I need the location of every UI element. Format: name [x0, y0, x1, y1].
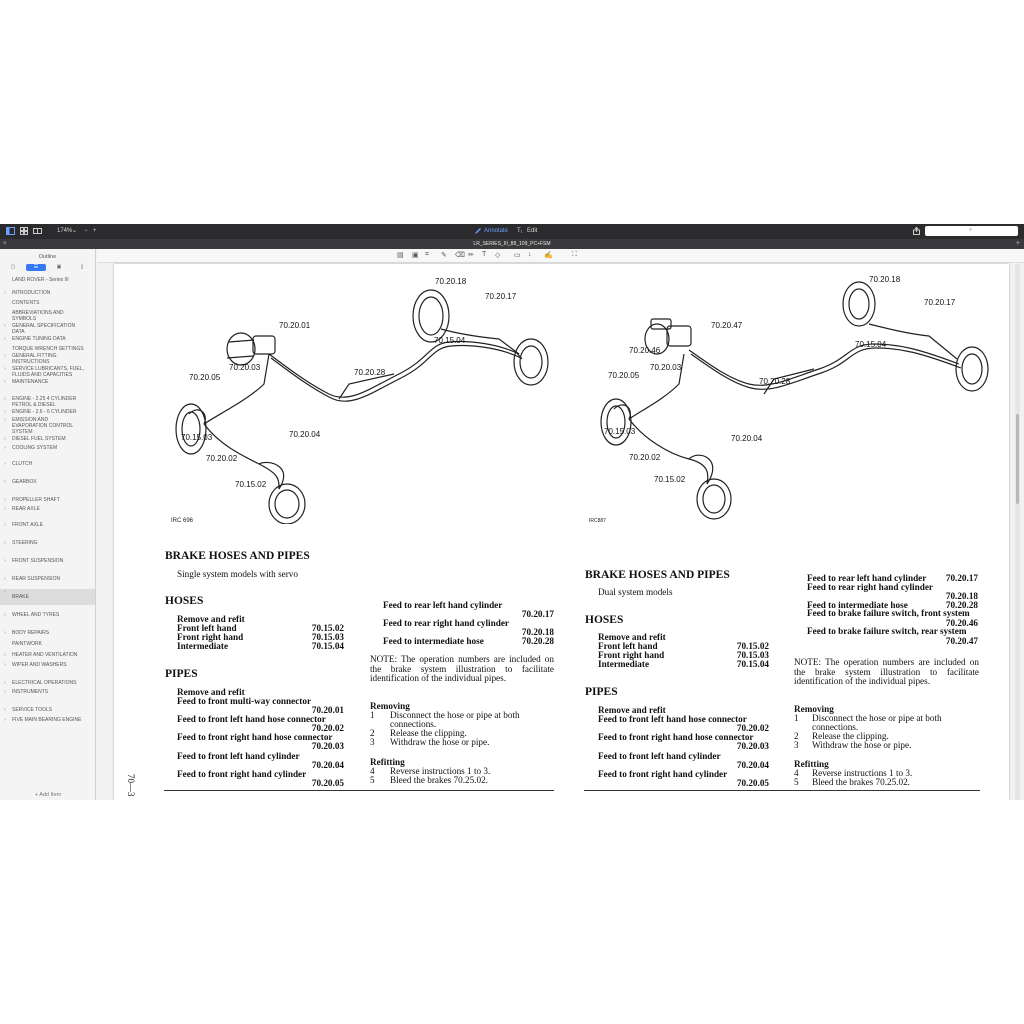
markup-toolbar — [97, 249, 1024, 263]
outline-item-rear-suspension[interactable]: › REAR SUSPENSION — [0, 576, 95, 582]
document-page — [114, 264, 1009, 800]
table-row-label: Feed to front left hand hose connector — [177, 714, 326, 724]
diagram-label: 70.20.04 — [289, 430, 321, 439]
outline-item-contents[interactable]: CONTENTS — [12, 300, 40, 306]
diagram-label: 70.20.01 — [279, 321, 311, 330]
outline-item-engine-tuning[interactable]: › ENGINE TUNING DATA — [0, 336, 95, 342]
left-hoses-remove-refit: Remove and refit — [177, 614, 245, 624]
feed-label: Feed to rear left hand cylinder — [383, 600, 503, 610]
step-text: Release the clipping. — [812, 731, 889, 741]
outline-item-instruments[interactable]: › INSTRUMENTS — [0, 689, 95, 695]
far-right-refitting-heading: Refitting — [794, 759, 829, 769]
page-format-icon[interactable]: ▤ — [397, 252, 404, 259]
outline-item-engine-26[interactable]: › ENGINE - 2.6 - 6 CYLINDER — [0, 409, 95, 415]
table-row-label: Feed to front right hand cylinder — [177, 769, 307, 779]
table-row-code: 70.20.05 — [311, 778, 344, 788]
feed-label: Feed to brake failure switch, rear system — [807, 626, 967, 636]
diagram-label: 70.15.02 — [235, 480, 267, 489]
sidebar-view-tabs — [0, 264, 95, 271]
feed-label: Feed to intermediate hose — [383, 636, 484, 646]
feed-code: 70.20.28 — [945, 600, 978, 610]
outline-item-maintenance[interactable]: › MAINTENANCE — [0, 379, 95, 385]
zoom-level[interactable]: 174% — [57, 228, 73, 234]
step-number: 2 — [370, 728, 375, 738]
scrollbar-thumb[interactable] — [1016, 414, 1019, 504]
outline-item-electrical[interactable]: › ELECTRICAL OPERATIONS — [0, 680, 95, 686]
outline-item-general-specification[interactable]: › GENERAL SPECIFICATION DATA — [0, 323, 84, 335]
diagram-label: 70.20.28 — [354, 368, 386, 377]
mid-removing-heading: Removing — [370, 701, 410, 711]
step-number: 4 — [370, 766, 375, 776]
diagram-label: 70.15.04 — [855, 340, 887, 349]
table-row-code: 70.20.02 — [311, 723, 344, 733]
left-pipes-remove-refit: Remove and refit — [177, 687, 245, 697]
outline-item-steering[interactable]: › STEERING — [0, 540, 95, 546]
table-row-code: 70.20.04 — [736, 760, 769, 770]
left-pipes-heading: PIPES — [165, 668, 198, 680]
outline-item-body-repairs[interactable]: › BODY REPAIRS — [0, 630, 95, 636]
diagram-label: 70.20.18 — [435, 277, 467, 286]
table-row-code: 70.20.05 — [736, 778, 769, 788]
diagram-label: 70.20.18 — [869, 275, 901, 284]
outline-item-general-fitting[interactable]: › GENERAL FITTING INSTRUCTIONS — [0, 353, 84, 365]
text-tool-icon[interactable]: T — [482, 251, 487, 258]
right-hoses-heading: HOSES — [585, 614, 624, 626]
step-number: 3 — [794, 740, 799, 750]
outline-item-diesel-fuel[interactable]: › DIESEL FUEL SYSTEM — [0, 436, 95, 442]
right-hoses-remove-refit: Remove and refit — [598, 632, 666, 642]
table-row-code: 70.20.03 — [736, 741, 769, 751]
outline-item-abbreviations[interactable]: ABBREVIATIONS AND SYMBOLS — [12, 310, 64, 322]
pen-icon[interactable]: ✏ — [468, 252, 474, 259]
table-row-label: Feed to front right hand cylinder — [598, 769, 728, 779]
far-right-removing-heading: Removing — [794, 704, 834, 714]
document-tab-bar — [0, 239, 1024, 249]
bookmarks-tab-icon[interactable]: ▣ — [56, 264, 62, 270]
diagram-label: 70.15.04 — [434, 336, 466, 345]
diagram-label: 70.20.17 — [924, 298, 956, 307]
step-number: 2 — [794, 731, 799, 741]
far-right-note: NOTE: The operation numbers are included on the brake system illustration to facilitate identification of the individual pipes. — [794, 657, 979, 687]
step-text: Withdraw the hose or pipe. — [812, 740, 912, 750]
table-row-label: Feed to front left hand cylinder — [598, 751, 721, 761]
zoom-out-button[interactable]: − — [84, 228, 88, 234]
shapes-icon[interactable]: ◇ — [495, 252, 501, 259]
table-row-label: Feed to front left hand cylinder — [177, 751, 300, 761]
page-number: 70—3 — [126, 774, 136, 797]
feed-label: Feed to rear right hand cylinder — [807, 582, 933, 592]
table-row-label: Intermediate — [177, 641, 229, 651]
new-tab-button[interactable]: + — [1015, 240, 1020, 247]
left-diagram-ref: IRC 696 — [171, 518, 194, 524]
outline-title: Outline — [38, 254, 57, 260]
feed-code: 70.20.18 — [521, 627, 554, 637]
left-hoses-heading: HOSES — [165, 595, 204, 607]
table-row-code: 70.15.02 — [736, 641, 769, 651]
step-number: 1 — [370, 710, 375, 720]
outline-item-gearbox[interactable]: › GEARBOX — [0, 479, 95, 485]
table-row-label: Front left hand — [598, 641, 658, 651]
step-number: 5 — [370, 775, 375, 785]
outline-item-service-lubricants[interactable]: › SERVICE LUBRICANTS, FUEL, FLUIDS AND CAPACITIES — [0, 366, 84, 378]
share-icon[interactable] — [913, 227, 920, 236]
outline-item-torque-wrench[interactable]: TORQUE WRENCH SETTINGS — [12, 346, 84, 352]
step-text: Reverse instructions 1 to 3. — [390, 766, 491, 776]
feed-code: 70.20.18 — [945, 591, 978, 601]
mid-note: NOTE: The operation numbers are included on the brake system illustration to facilitate identification of the individual pipes. — [370, 654, 554, 684]
table-row-code: 70.20.01 — [311, 705, 344, 715]
search-icon: ⌕ — [969, 227, 973, 233]
table-row-label: Feed to front right hand hose connector — [177, 732, 333, 742]
table-row-label: Front right hand — [177, 632, 244, 642]
step-text: Disconnect the hose or pipe at both — [390, 710, 520, 720]
outline-item-front-axle[interactable]: › FRONT AXLE — [0, 522, 95, 528]
outline-item-wiper[interactable]: › WIPER AND WASHERS — [0, 662, 95, 668]
add-item-button[interactable]: + Add Item — [34, 792, 62, 798]
crop-icon[interactable]: ⌗ — [425, 251, 429, 258]
diagram-label: 70.20.28 — [759, 377, 791, 386]
zoom-in-button[interactable]: + — [93, 228, 97, 234]
outline-item-wheel-tyres[interactable]: › WHEEL AND TYRES — [0, 612, 95, 618]
diagram-label: 70.20.05 — [189, 373, 221, 382]
expand-icon[interactable]: ⛶ — [572, 251, 577, 258]
table-row-code: 70.20.04 — [311, 760, 344, 770]
mid-refitting-heading: Refitting — [370, 757, 405, 767]
feed-code: 70.20.47 — [945, 636, 978, 646]
pdf-viewer-window — [0, 224, 1024, 800]
right-diagram-ref: IRC887 — [589, 518, 606, 524]
table-row-label: Front right hand — [598, 650, 665, 660]
table-row-label: Intermediate — [598, 659, 650, 669]
step-text: Bleed the brakes 70.25.02. — [812, 777, 910, 787]
outline-item-rear-axle[interactable]: › REAR AXLE — [0, 506, 95, 512]
page-view-icon[interactable] — [33, 227, 42, 236]
right-pipes-heading: PIPES — [585, 686, 618, 698]
outline-item-clutch[interactable]: › CLUTCH — [0, 461, 95, 467]
left-page-rule — [164, 790, 554, 791]
diagram-label: 70.20.02 — [206, 454, 238, 463]
step-text: connections. — [390, 719, 437, 729]
feed-code: 70.20.17 — [945, 573, 978, 583]
eraser-icon[interactable]: ⌫ — [455, 252, 465, 259]
outline-item-introduction[interactable]: › INTRODUCTION — [0, 290, 95, 296]
outline-item-engine-225[interactable]: › ENGINE - 2.25 4 CYLINDER PETROL & DIESEL — [0, 396, 84, 408]
diagram-label: 70.20.03 — [229, 363, 261, 372]
step-text: Bleed the brakes 70.25.02. — [390, 775, 488, 785]
table-row-code: 70.20.02 — [736, 723, 769, 733]
step-number: 5 — [794, 777, 799, 787]
sidebar-toggle-icon[interactable] — [6, 227, 15, 236]
right-heading: BRAKE HOSES AND PIPES — [585, 569, 730, 581]
step-text: Reverse instructions 1 to 3. — [812, 768, 913, 778]
page-fit-icon[interactable]: ▣ — [412, 252, 419, 259]
feed-code: 70.20.28 — [521, 636, 554, 646]
thumbnail-grid-icon[interactable] — [20, 227, 28, 236]
outline-item-five-main-bearing[interactable]: › FIVE MAIN BEARING ENGINE — [0, 717, 95, 723]
close-tab-icon[interactable]: × — [3, 241, 7, 247]
thumbnails-tab-icon[interactable]: ▢ — [10, 264, 16, 270]
outline-tab-icon[interactable]: ☰ — [26, 264, 46, 271]
outline-item-front-suspension[interactable]: › FRONT SUSPENSION — [0, 558, 95, 564]
edit-tab[interactable]: Edit — [527, 228, 538, 234]
comment-icon[interactable]: ▭ — [514, 252, 521, 259]
left-heading: BRAKE HOSES AND PIPES — [165, 550, 310, 562]
outline-item-emission[interactable]: › EMISSION AND EVAPORATION CONTROL SYSTEM — [0, 417, 84, 435]
diagram-label: 70.20.03 — [650, 363, 682, 372]
table-row-code: 70.15.02 — [311, 623, 344, 633]
right-pipes-remove-refit: Remove and refit — [598, 705, 666, 715]
step-number: 4 — [794, 768, 799, 778]
table-row-label: Feed to front right hand hose connector — [598, 732, 754, 742]
outline-item-service-tools[interactable]: › SERVICE TOOLS — [0, 707, 95, 713]
outline-sidebar — [0, 249, 96, 800]
outline-item-paintwork[interactable]: PAINTWORK — [12, 641, 42, 647]
outline-item-heater[interactable]: › HEATER AND VENTILATION — [0, 652, 95, 658]
diagram-label: 70.15.02 — [654, 475, 686, 484]
feed-label: Feed to intermediate hose — [807, 600, 908, 610]
color-icon[interactable]: ✍ — [544, 252, 553, 259]
outline-root[interactable]: LAND ROVER - Series III — [12, 277, 69, 283]
diagram-label: 70.15.03 — [181, 433, 213, 442]
diagram-label: 70.20.05 — [608, 371, 640, 380]
table-row-label: Feed to front left hand hose connector — [598, 714, 747, 724]
right-page-rule — [584, 790, 980, 791]
table-row-code: 70.15.04 — [311, 641, 344, 651]
search-input[interactable] — [925, 226, 1018, 236]
feed-label: Feed to rear right hand cylinder — [383, 618, 509, 628]
table-row-code: 70.15.03 — [311, 632, 344, 642]
document-tab-title[interactable]: LR_SERIES_III_88_109_PC+FSM — [473, 241, 551, 247]
table-row-code: 70.20.03 — [311, 741, 344, 751]
table-row-code: 70.15.04 — [736, 659, 769, 669]
diagram-label: 70.20.46 — [629, 346, 661, 355]
table-row-label: Front left hand — [177, 623, 237, 633]
outline-item-brake[interactable]: › BRAKE — [0, 589, 95, 605]
diagram-label: 70.20.17 — [485, 292, 517, 301]
title-toolbar — [0, 224, 1024, 239]
outline-list — [0, 277, 95, 723]
left-subheading: Single system models with servo — [177, 569, 298, 579]
diagram-label: 70.20.02 — [629, 453, 661, 462]
feed-label: Feed to rear left hand cylinder — [807, 573, 927, 583]
table-row-label: Feed to front multi-way connector — [177, 696, 312, 706]
step-number: 3 — [370, 737, 375, 747]
chevron-down-icon[interactable]: ⌄ — [72, 228, 78, 234]
vertical-scrollbar[interactable] — [1015, 264, 1020, 800]
step-text: Release the clipping. — [390, 728, 467, 738]
step-text: Withdraw the hose or pipe. — [390, 737, 490, 747]
annotate-pen-icon[interactable] — [474, 227, 482, 236]
single-system-brake-diagram — [169, 274, 569, 524]
table-row-code: 70.15.03 — [736, 650, 769, 660]
diagram-label: 70.20.47 — [711, 321, 743, 330]
annotations-tab-icon[interactable]: ▯ — [80, 264, 84, 270]
step-text: Disconnect the hose or pipe at both — [812, 713, 942, 723]
outline-item-propeller-shaft[interactable]: › PROPELLER SHAFT — [0, 497, 95, 503]
step-text: connections. — [812, 722, 859, 732]
outline-item-cooling[interactable]: › COOLING SYSTEM — [0, 445, 95, 451]
highlighter-icon[interactable]: ✎ — [441, 252, 447, 259]
annotate-tab[interactable]: Annotate — [484, 228, 509, 234]
feed-code: 70.20.17 — [521, 609, 554, 619]
stamp-icon[interactable]: ↓ — [528, 251, 532, 258]
feed-label: Feed to brake failure switch, front system — [807, 608, 970, 618]
diagram-label: 70.20.04 — [731, 434, 763, 443]
step-number: 1 — [794, 713, 799, 723]
diagram-label: 70.15.03 — [604, 427, 636, 436]
text-edit-icon[interactable]: T₁ — [517, 228, 523, 234]
right-subheading: Dual system models — [598, 587, 673, 597]
dual-system-brake-diagram — [589, 274, 1009, 524]
feed-code: 70.20.46 — [945, 618, 978, 628]
